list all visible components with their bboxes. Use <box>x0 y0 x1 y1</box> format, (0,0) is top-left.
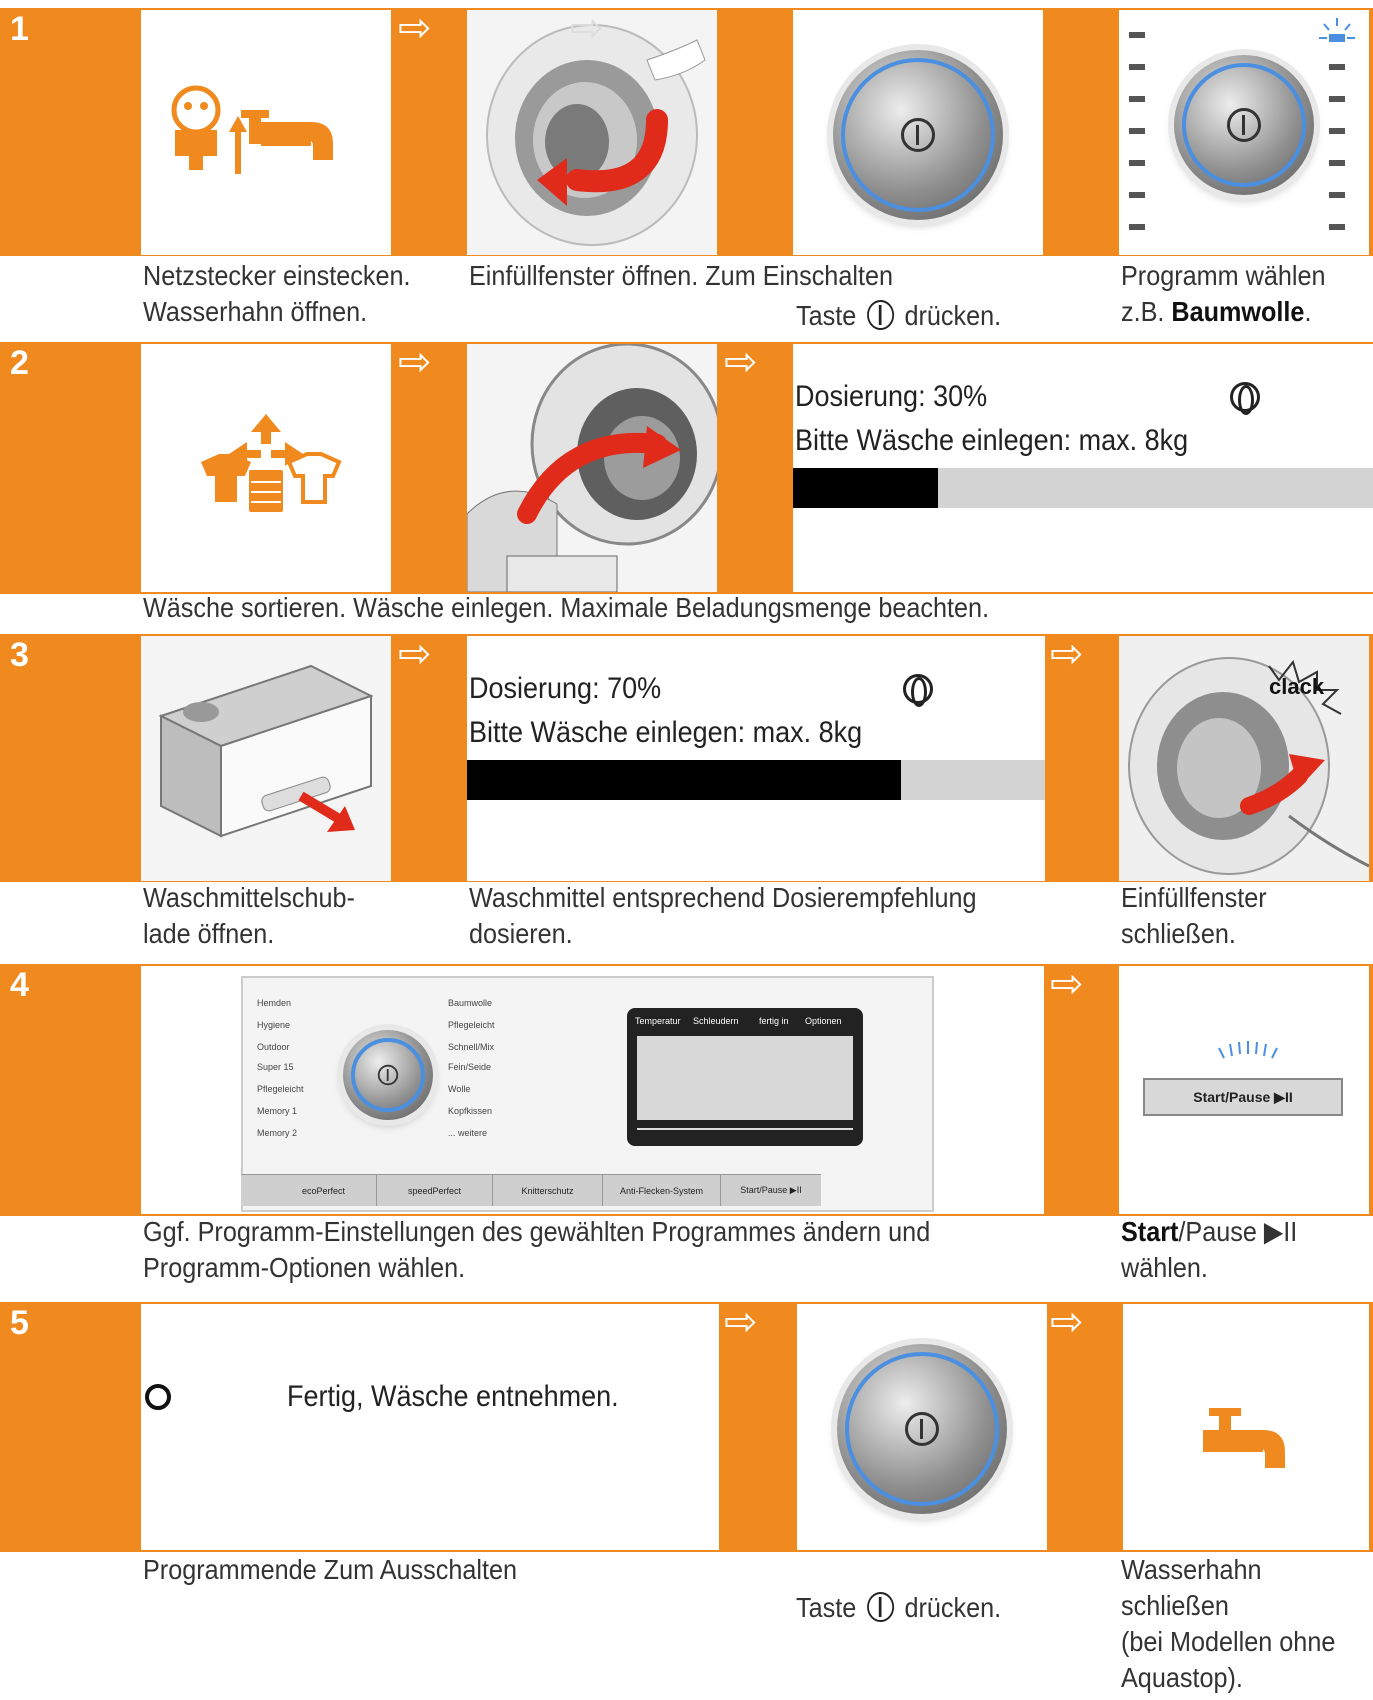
arrow-right-icon: ⇨ <box>570 5 604 51</box>
panel-start-pause-button[interactable]: Start/Pause ▶II <box>740 1185 802 1195</box>
arrow-right-icon: ⇨ <box>398 631 432 677</box>
power-knob-tile <box>793 10 1043 255</box>
water-tap-icon <box>1123 1304 1369 1550</box>
power-symbol-icon <box>867 300 894 330</box>
arrow-right-icon: ⇨ <box>398 5 432 51</box>
dosage-70-display <box>467 636 1045 881</box>
display-dosage-text: Dosierung: 70% <box>469 672 662 705</box>
power-icon <box>378 1065 398 1085</box>
arrow-right-icon: ⇨ <box>724 339 758 385</box>
plug-tap-tile <box>141 10 391 255</box>
sort-laundry-tile <box>141 344 391 592</box>
caption-select-program: Programm wählen z.B. Baumwolle. <box>1121 260 1326 327</box>
caption-start-pause: Start/Pause ▶II wählen. <box>1121 1216 1298 1283</box>
dosage-30-display <box>793 344 1373 592</box>
speedperfect-button[interactable]: speedPerfect <box>377 1175 493 1206</box>
caption-program-options: Ggf. Programm-Einstellungen des gewählten Programmes ändern und Programm-Optionen wählen. <box>143 1216 931 1283</box>
anti-flecken-button[interactable]: Anti-Flecken-System <box>603 1175 721 1206</box>
control-panel <box>241 976 934 1212</box>
display-dosage-text: Dosierung: 30% <box>795 380 988 413</box>
load-laundry-tile <box>467 344 717 592</box>
detergent-drawer-tile <box>141 636 391 881</box>
clack-label: clack <box>1269 674 1325 699</box>
power-knob <box>837 1344 1007 1514</box>
ecoperfect-button[interactable]: ecoPerfect <box>271 1175 377 1206</box>
light-rays-icon <box>1119 966 1369 1066</box>
panel-program-knob <box>343 1030 433 1120</box>
caption-program-end: Programmende Zum Ausschalten <box>143 1554 517 1585</box>
step-3-number: 3 <box>10 636 29 674</box>
sort-laundry-icon <box>141 344 391 592</box>
load-bar <box>467 760 1045 800</box>
load-bar <box>793 468 1373 508</box>
caption-sort-load: Wäsche sortieren. Wäsche einlegen. Maximale Beladungsmenge beachten. <box>143 592 990 623</box>
arrow-right-icon: ⇨ <box>1050 961 1084 1007</box>
load-bar-fill <box>793 468 938 508</box>
display-finished-text: Fertig, Wäsche entnehmen. <box>287 1380 619 1413</box>
detergent-drawer-illustration <box>141 636 391 881</box>
arrow-right-icon: ⇨ <box>1050 631 1084 677</box>
caption-press-power-off: Taste drücken. <box>796 1592 1002 1623</box>
step-4-number: 4 <box>10 966 29 1004</box>
load-bar-fill <box>467 760 901 800</box>
lcd-screen <box>637 1036 853 1120</box>
plug-and-tap-icon <box>141 10 391 255</box>
arrow-right-icon: ⇨ <box>398 339 432 385</box>
i-dos-icon <box>903 674 933 704</box>
caption-dose-detergent: Waschmittel entsprechend Dosierempfehlung dosieren. <box>469 882 977 949</box>
power-symbol-icon <box>867 1592 894 1622</box>
power-knob <box>833 50 1003 220</box>
control-panel-tile <box>141 966 1044 1214</box>
panel-right-program-list: Baumwolle Pflegeleicht Schnell/Mix Fein/Seide Wolle Kopfkissen ... weitere <box>448 998 495 1138</box>
step-1-number: 1 <box>10 10 29 48</box>
arrow-right-icon: ⇨ <box>1050 1299 1084 1345</box>
display-load-text: Bitte Wäsche einlegen: max. 8kg <box>469 716 863 749</box>
power-icon <box>1227 108 1261 142</box>
i-dos-icon <box>1230 382 1260 412</box>
panel-left-program-list: Hemden Hygiene Outdoor Super 15 Pflegeleicht Memory 1 Memory 2 <box>257 998 304 1138</box>
caption-press-power: Taste drücken. <box>796 300 1002 331</box>
lcd-display: Temperatur Schleudern fertig in Optionen <box>627 1008 863 1146</box>
load-laundry-illustration <box>467 344 717 592</box>
step-5-number: 5 <box>10 1304 29 1342</box>
door-unlocked-icon <box>145 1384 171 1410</box>
step-2-number: 2 <box>10 344 29 382</box>
program-select-tile <box>1119 10 1369 255</box>
close-tap-tile <box>1123 1304 1369 1550</box>
start-pause-tile <box>1119 966 1369 1214</box>
panel-button-row <box>241 1174 821 1206</box>
start-pause-button[interactable]: Start/Pause ▶II <box>1143 1078 1343 1116</box>
power-icon <box>905 1412 939 1446</box>
power-icon <box>901 118 935 152</box>
finished-display-tile <box>141 1304 719 1550</box>
power-off-tile <box>797 1304 1047 1550</box>
display-load-text: Bitte Wäsche einlegen: max. 8kg <box>795 424 1189 457</box>
close-door-tile <box>1119 636 1369 881</box>
caption-open-drawer: Waschmittelschub- lade öffnen. <box>143 882 355 949</box>
knitterschutz-button[interactable]: Knitterschutz <box>493 1175 603 1206</box>
program-knob <box>1174 55 1314 195</box>
caption-plug-in: Netzstecker einstecken. Wasserhahn öffnen. <box>143 260 411 327</box>
close-door-illustration <box>1119 636 1369 881</box>
caption-close-door: Einfüllfenster schließen. <box>1121 882 1267 949</box>
caption-open-door: Einfüllfenster öffnen. Zum Einschalten <box>469 260 893 291</box>
arrow-right-icon: ⇨ <box>724 1299 758 1345</box>
caption-close-tap: Wasserhahn schließen (bei Modellen ohne Aquastop). <box>1121 1554 1336 1693</box>
